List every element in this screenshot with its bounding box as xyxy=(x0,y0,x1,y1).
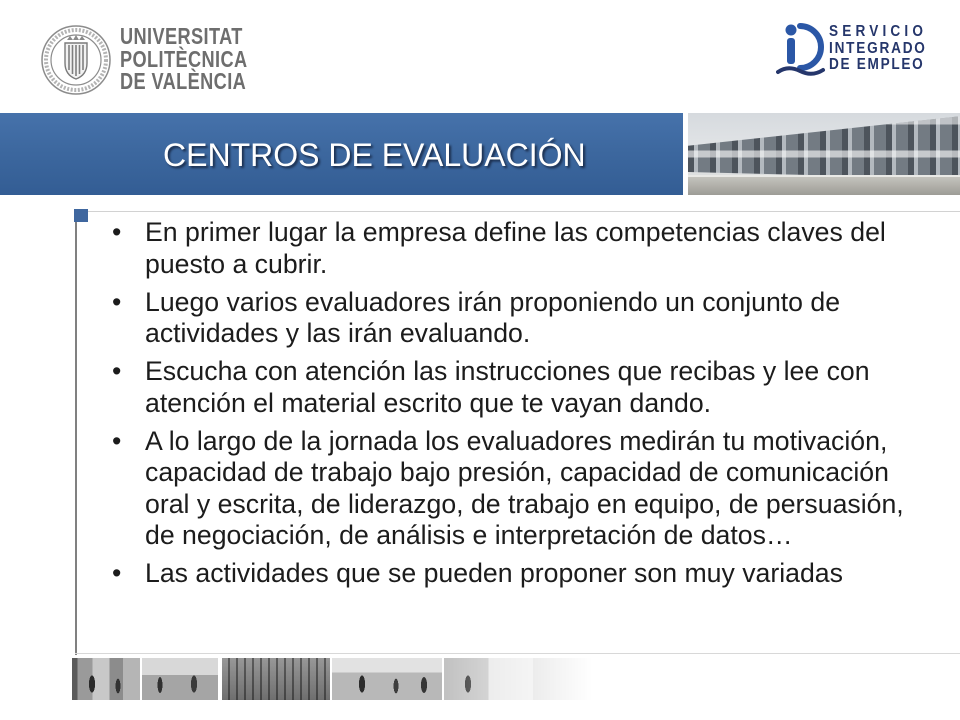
bullet-list xyxy=(0,217,960,596)
bullet-line: Escucha con atención las instrucciones que recibas y lee con xyxy=(145,356,870,386)
bullet-marker: • xyxy=(112,425,122,456)
photo-strip-segment xyxy=(332,658,442,700)
bullet-item xyxy=(0,356,960,419)
building-ground xyxy=(688,177,960,195)
sie-logo-line: DE EMPLEO xyxy=(829,56,925,73)
bullet-line: A lo largo de la jornada los evaluadores medirán tu motivación, xyxy=(145,425,888,456)
bullet-line: oral y escrita, de liderazgo, de trabajo en equipo, de persuasión, xyxy=(145,488,904,519)
photo-strip-segment xyxy=(142,658,218,700)
title-banner xyxy=(0,113,683,195)
top-divider xyxy=(88,211,960,212)
bullet-line: Luego varios evaluadores irán proponiendo un conjunto de xyxy=(145,286,841,317)
upv-logo-line: POLITÈCNICA xyxy=(120,45,248,72)
bullet-line: capacidad de trabajo bajo presión, capacidad de comunicación xyxy=(145,457,889,487)
upv-seal-icon xyxy=(40,24,112,96)
slide-title: CENTROS DE EVALUACIÓN xyxy=(163,137,586,173)
bullet-marker: • xyxy=(112,286,122,317)
bullet-line: atención el material escrito que te vayan dando. xyxy=(145,387,712,418)
bullet-marker: • xyxy=(112,217,122,247)
sie-logo-wordmark xyxy=(829,24,927,74)
bullet-line: puesto a cubrir. xyxy=(145,248,328,279)
sie-logo-line: SERVICIO xyxy=(829,23,928,40)
bullet-marker: • xyxy=(112,558,122,588)
photo-strip-segment xyxy=(444,658,592,700)
people-photo-strip xyxy=(72,658,592,700)
bullet-item xyxy=(0,426,960,552)
bullet-marker: • xyxy=(112,356,122,386)
bottom-divider xyxy=(75,653,960,654)
upv-logo-wordmark xyxy=(120,25,247,93)
upv-logo-line: UNIVERSITAT xyxy=(120,23,243,49)
building-facade-photo xyxy=(688,113,960,195)
bullet-item xyxy=(0,217,960,280)
photo-strip-segment xyxy=(222,658,330,700)
bullet-line: de negociación, de análisis e interpretación de datos… xyxy=(145,520,793,550)
bullet-line: Las actividades que se pueden proponer son muy variadas xyxy=(145,558,843,588)
bullet-line: actividades y las irán evaluando. xyxy=(145,318,531,348)
photo-strip-segment xyxy=(72,658,140,700)
upv-logo-line: DE VALÈNCIA xyxy=(120,68,247,94)
sie-logo-line: INTEGRADO xyxy=(829,39,927,57)
bullet-item xyxy=(0,558,960,590)
bullet-line: En primer lugar la empresa define las competencias claves del xyxy=(145,217,886,247)
sie-symbol-icon xyxy=(776,20,826,78)
bullet-item xyxy=(0,287,960,350)
